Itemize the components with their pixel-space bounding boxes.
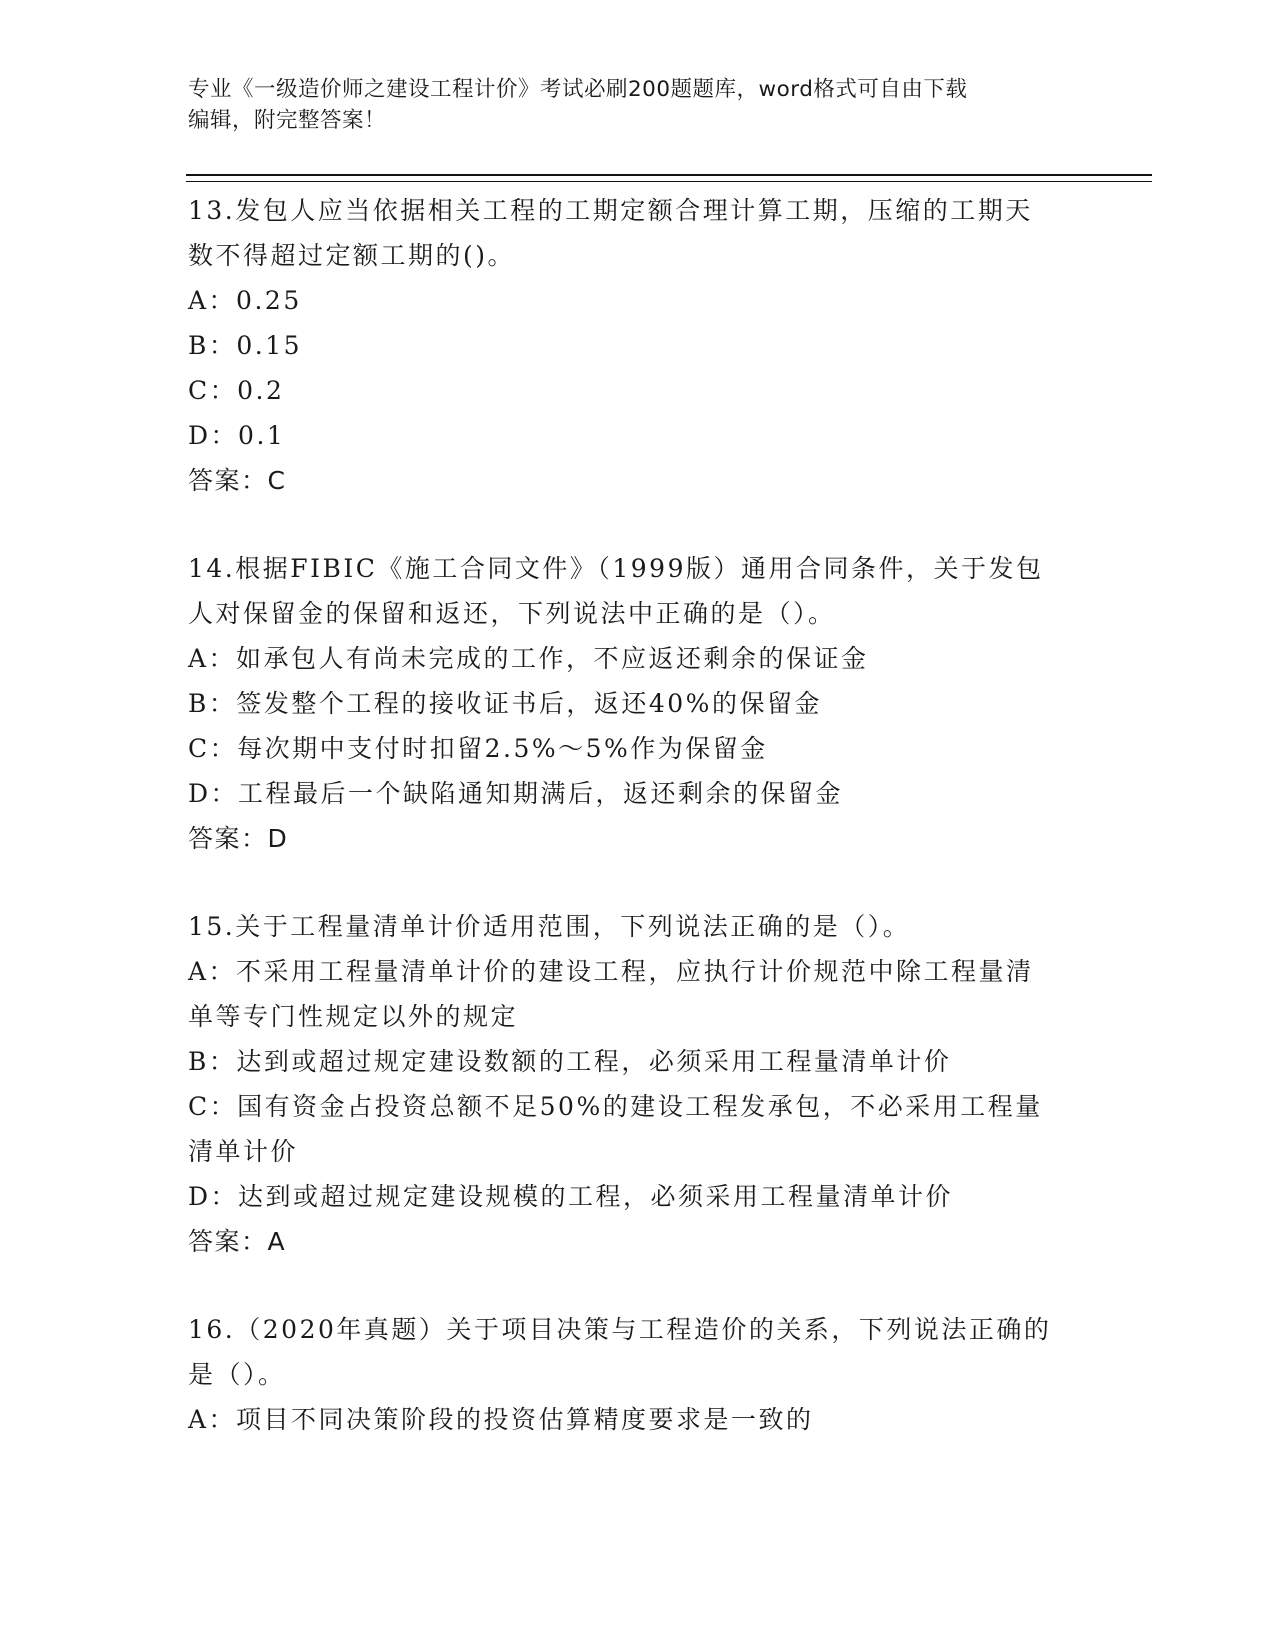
answer-line: 答案：A <box>188 1227 287 1256</box>
header-line-1: 专业《一级造价师之建设工程计价》考试必刷200题题库，word格式可自由下载 <box>188 77 968 102</box>
header-rule-thick <box>186 174 1152 176</box>
option-line: B：达到或超过规定建设数额的工程，必须采用工程量清单计价 <box>188 1047 952 1076</box>
document-header <box>188 74 1078 136</box>
question-spacer <box>188 503 1088 546</box>
option-line: A：不采用工程量清单计价的建设工程，应执行计价规范中除工程量清 <box>188 957 1034 986</box>
question-stem-line: 16.（2020年真题）关于项目决策与工程造价的关系，下列说法正确的 <box>188 1315 1052 1344</box>
question-block <box>188 904 1088 1264</box>
option-line: A：0.25 <box>188 286 302 315</box>
answer-line: 答案：C <box>188 466 287 495</box>
option-line: 清单计价 <box>188 1137 299 1166</box>
question-spacer <box>188 1264 1088 1307</box>
header-line-2: 编辑，附完整答案！ <box>188 108 387 133</box>
option-line: A：如承包人有尚未完成的工作，不应返还剩余的保证金 <box>188 644 869 673</box>
option-line: C：国有资金占投资总额不足50%的建设工程发承包，不必采用工程量 <box>188 1092 1043 1121</box>
question-stem-line: 14.根据FIBIC《施工合同文件》（1999版）通用合同条件，关于发包 <box>188 554 1044 583</box>
question-stem-line: 是（）。 <box>188 1360 286 1389</box>
option-line: A：项目不同决策阶段的投资估算精度要求是一致的 <box>188 1405 814 1434</box>
option-line: B：签发整个工程的接收证书后，返还40%的保留金 <box>188 689 822 718</box>
option-line: D：工程最后一个缺陷通知期满后，返还剩余的保留金 <box>188 779 844 808</box>
answer-line: 答案：D <box>188 824 289 853</box>
question-stem-line: 数不得超过定额工期的()。 <box>188 241 516 270</box>
option-line: B：0.15 <box>188 331 303 360</box>
question-stem-line: 15.关于工程量清单计价适用范围，下列说法正确的是（）。 <box>188 912 911 941</box>
question-block <box>188 1307 1088 1442</box>
question-stem-line: 人对保留金的保留和返还，下列说法中正确的是（）。 <box>188 599 836 628</box>
question-stem-line: 13.发包人应当依据相关工程的工期定额合理计算工期，压缩的工期天 <box>188 196 1033 225</box>
option-line: D：达到或超过规定建设规模的工程，必须采用工程量清单计价 <box>188 1182 954 1211</box>
option-line: 单等专门性规定以外的规定 <box>188 1002 519 1031</box>
question-list <box>188 188 1088 1442</box>
option-line: C：每次期中支付时扣留2.5%～5%作为保留金 <box>188 734 768 763</box>
question-block <box>188 546 1088 861</box>
question-spacer <box>188 861 1088 904</box>
option-line: C：0.2 <box>188 376 285 405</box>
option-line: D：0.1 <box>188 421 286 450</box>
header-rule-thin <box>186 181 1152 182</box>
question-block <box>188 188 1088 503</box>
